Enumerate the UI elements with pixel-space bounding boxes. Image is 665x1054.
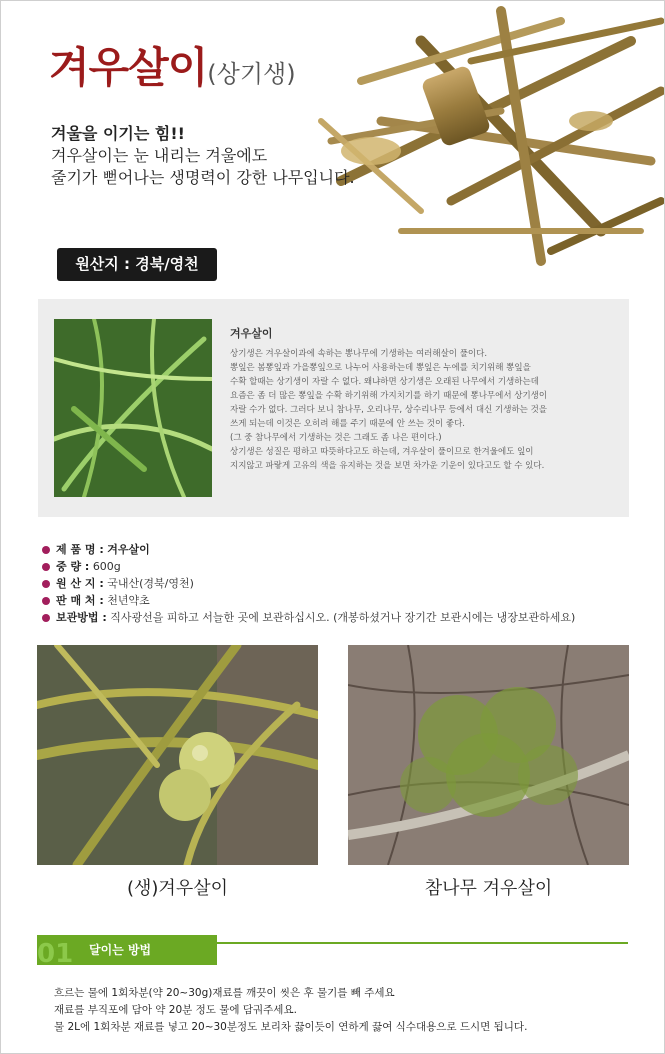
title-main: 겨우살이 (49, 43, 208, 92)
info-box (38, 299, 629, 517)
info-line: 뽕잎은 봄뽕잎과 가을뽕잎으로 나누어 사용하는데 뽕잎은 누에를 치기위해 뽕잎을 (230, 363, 531, 373)
spec-item (42, 575, 575, 592)
info-line: 요즘은 좀 더 많은 뽕잎을 수확 하기위해 가지치기를 하기 때문에 뽕나무에서 상기생이 (230, 391, 548, 401)
divider (217, 942, 628, 944)
info-line: 지지않고 파랗게 고유의 색을 유지하는 것을 보면 차가운 기운이 있다고도 할 수 있다. (230, 461, 545, 471)
spec-value: 600g (92, 560, 121, 573)
spec-item (42, 541, 575, 558)
spec-item (42, 558, 575, 575)
bullet-icon (42, 580, 50, 588)
spec-key: 중 량 : (56, 560, 90, 573)
bullet-icon (42, 614, 50, 622)
spec-key: 보관방법 : (56, 611, 107, 624)
spec-value: 천년약초 (107, 594, 150, 607)
product-title (49, 35, 296, 95)
spec-value: 직사광선을 피하고 서늘한 곳에 보관하십시오. (개봉하셨거나 장기간 보관시에는 냉장보관하세요) (110, 611, 576, 624)
description (51, 145, 355, 189)
description-line: 줄기가 뻗어나는 생명력이 강한 나무입니다. (51, 168, 355, 187)
info-title: 겨우살이 (230, 327, 273, 340)
info-text (230, 347, 620, 473)
spec-key: 제 품 명 : (56, 543, 104, 556)
photo-caption: (생)겨우살이 (127, 878, 228, 899)
spec-value: 겨우살이 (107, 543, 150, 556)
method-steps (54, 985, 527, 1036)
info-line: 쓰게 되는데 이것은 오히려 해를 주기 때문에 안 쓰는 것이 좋다. (230, 419, 465, 429)
bullet-icon (42, 546, 50, 554)
method-step: 물 2L에 1회차분 재료를 넣고 20~30분정도 보리차 끓이듯이 연하게 끓여 식수대용으로 드시면 됩니다. (54, 1021, 528, 1033)
description-line: 겨우살이는 눈 내리는 겨울에도 (51, 146, 268, 165)
method-number: 01 (37, 939, 74, 969)
info-line: 수확 할때는 상기생이 자랄 수 없다. 왜냐하면 상기생은 오래된 나무에서 기생하는데 (230, 377, 539, 387)
info-line: 상기생은 성질은 평하고 따뜻하다고도 하는데, 겨우살이 풀이므로 한겨울에도 잎이 (230, 447, 534, 457)
spec-item (42, 592, 575, 609)
method-step: 흐르는 물에 1회차분(약 20~30g)재료를 깨끗이 씻은 후 물기를 빼 주세요 (54, 987, 395, 999)
origin-badge: 원산지 : 경북/영천 (57, 248, 217, 281)
spec-value: 국내산(경북/영천) (107, 577, 194, 590)
method-label: 달이는 방법 (89, 943, 152, 957)
spec-item (42, 609, 575, 626)
fresh-mistletoe-photo (37, 645, 318, 865)
bullet-icon (42, 597, 50, 605)
spec-list (42, 541, 575, 626)
title-sub: (상기생) (207, 60, 296, 88)
info-line: (그 중 참나무에서 기생하는 것은 그래도 좀 나은 편이다.) (230, 433, 442, 443)
info-line: 상기생은 겨우살이과에 속하는 뽕나무에 기생하는 여러해살이 풀이다. (230, 349, 488, 359)
dried-mistletoe-image (301, 1, 665, 271)
spec-key: 판 매 처 : (56, 594, 104, 607)
info-line: 자랄 수가 없다. 그러다 보니 참나무, 오리나무, 상수리나무 등에서 대신 기생하는 것을 (230, 405, 548, 415)
spec-key: 원 산 지 : (56, 577, 104, 590)
mistletoe-leaf-photo (54, 319, 212, 497)
bullet-icon (42, 563, 50, 571)
slogan: 겨울을 이기는 힘!! (51, 124, 185, 143)
photo-caption: 참나무 겨우살이 (424, 878, 553, 899)
method-step: 재료를 부직포에 담아 약 20분 정도 물에 담궈주세요. (54, 1004, 297, 1016)
oak-mistletoe-photo (348, 645, 629, 865)
